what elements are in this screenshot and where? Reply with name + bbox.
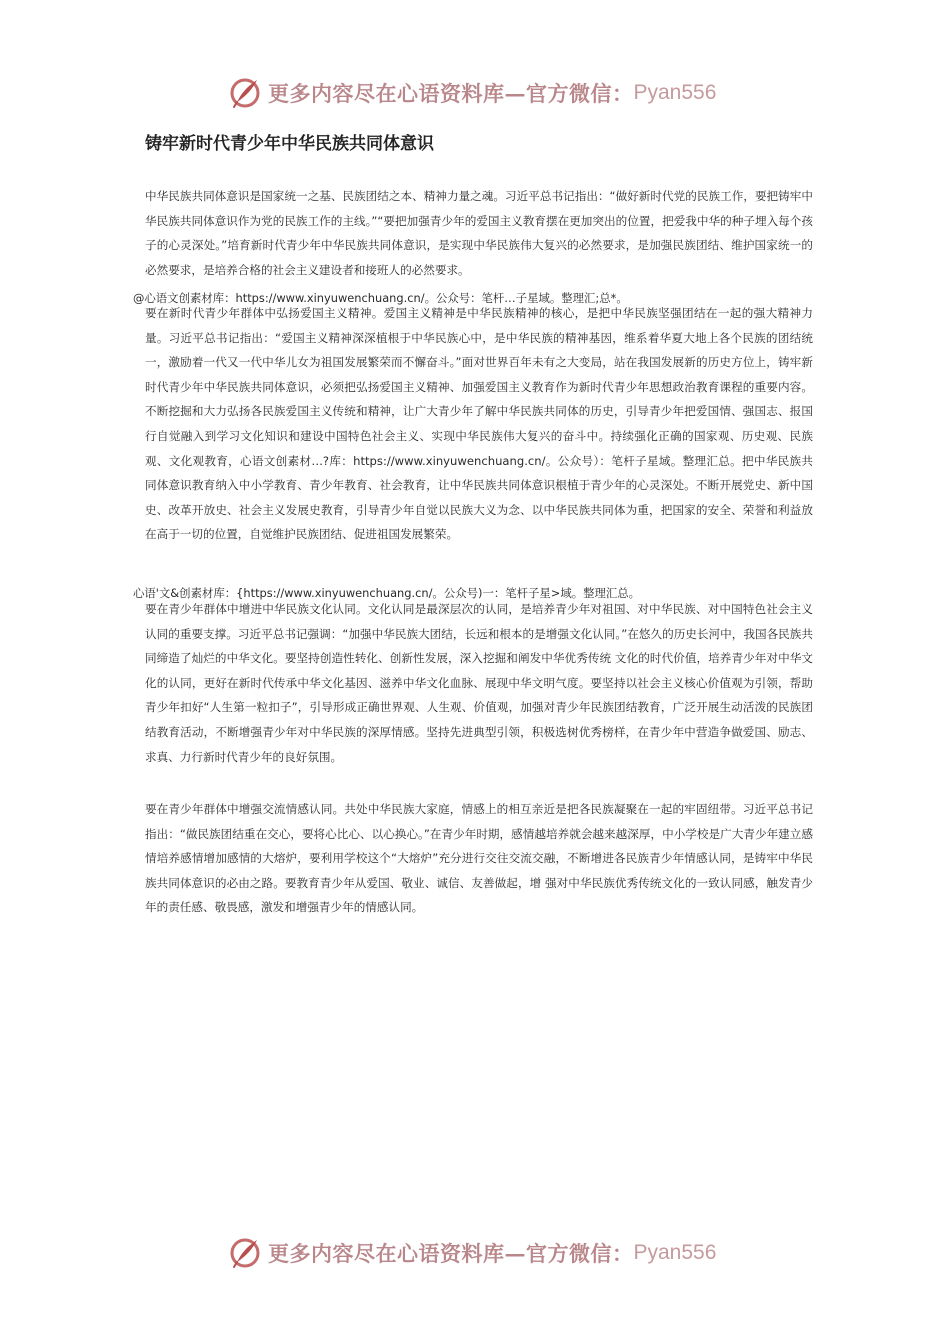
banner-wechat-id: Pyan556: [633, 1241, 717, 1264]
paragraph-culture: 要在青少年群体中增进中华民族文化认同。文化认同是最深层次的认同，是培养青少年对祖国、对中华民族、对中国特色社会主义认同的重要支撑。习近平总书记强调：“加强中华民族大团结，长远和根本的是增强文化认同。”在悠久的历史长河中，我国各民族共同缔造了灿烂的中华文化。要坚持创造性转化、创新性发展，深入挖掘和阐发中华优秀传统 文化的时代价值，培养青少年对中华文化的认同，更好在新时代传承中华文化基因、滋养中华文化血脉、展现中华文明气度。要坚持以社会主义核心价值观为引领，帮助青少年扣好“人生第一粒扣子”，引导形成正确世界观、人生观、价值观，加强对青少年民族团结教育，广泛开展生动活泼的民族团结教育活动，不断增强青少年对中华民族的深厚情感。坚持先进典型引领，积极选树优秀榜样，在青少年中营造争做爱国、励志、求真、力行新时代青少年的良好氛围。: [145, 602, 813, 764]
page-title: 铸牢新时代青少年中华民族共同体意识: [145, 134, 434, 154]
banner-text: 更多内容尽在心语资料库—官方微信：: [268, 81, 634, 106]
banner-text: 更多内容尽在心语资料库—官方微信：: [268, 1241, 634, 1266]
feather-pen-logo-icon: [228, 1236, 262, 1270]
feather-pen-logo-icon: [228, 76, 262, 110]
banner-wechat-id: Pyan556: [633, 81, 717, 104]
paragraph-intro: 中华民族共同体意识是国家统一之基、民族团结之本、精神力量之魂。习近平总书记指出：“做好新时代党的民族工作，要把铸牢中华民族共同体意识作为党的民族工作的主线。”“要把加强青少年的爱国主义教育摆在更加突出的位置，把爱我中华的种子埋入每个孩子的心灵深处。”培育新时代青少年中华民族共同体意识，是实现中华民族伟大复兴的必然要求，是加强民族团结、维护国家统一的必然要求，是培养合格的社会主义建设者和接班人的必然要求。: [145, 189, 813, 277]
source-note-1: @心语文创素材库：https://www.xinyuwenchuang.cn/。公众号：笔杆…子星域。整理汇;总*。: [133, 291, 628, 305]
header-banner: [228, 73, 748, 113]
footer-banner: [228, 1233, 748, 1273]
paragraph-emotion: 要在青少年群体中增强交流情感认同。共处中华民族大家庭，情感上的相互亲近是把各民族凝聚在一起的牢固纽带。习近平总书记指出：“做民族团结重在交心，要将心比心、以心换心。”在青少年时期，感情越培养就会越来越深厚，中小学校是广大青少年建立感情培养感情增加感情的大熔炉，要利用学校这个“大熔炉”充分进行交往交流交融，不断增进各民族青少年情感认同，是铸牢中华民族共同体意识的必由之路。要教育青少年从爱国、敬业、诚信、友善做起，增 强对中华民族优秀传统文化的一致认同感，触发青少年的责任感、敬畏感，激发和增强青少年的情感认同。: [145, 802, 813, 915]
source-note-2: 心语'文&创素材库：{https://www.xinyuwenchuang.cn/。公众号)一：笔杆子星>域。整理汇总。: [133, 586, 641, 600]
paragraph-patriotism: 要在新时代青少年群体中弘扬爱国主义精神。爱国主义精神是中华民族精神的核心，是把中华民族坚强团结在一起的强大精神力量。习近平总书记指出：“爱国主义精神深深植根于中华民族心中，是中华民族的精神基因，维系着华夏大地上各个民族的团结统一，激励着一代又一代中华儿女为祖国发展繁荣而不懈奋斗。”面对世界百年未有之大变局，站在我国发展新的历史方位上，铸牢新时代青少年中华民族共同体意识，必须把弘扬爱国主义精神、加强爱国主义教育作为新时代青少年思想政治教育课程的重要内容。不断挖掘和大力弘扬各民族爱国主义传统和精神，让广大青少年了解中华民族共同体的历史，引导青少年把爱国情、强国志、报国行自觉融入到学习文化知识和建设中国特色社会主义、实现中华民族伟大复兴的奋斗中。持续强化正确的国家观、历史观、民族观、文化观教育，心语文创素材…?库：https://www.xinyuwenchuang.cn/。公众号）：笔杆子星域。整理汇总。把中华民族共同体意识教育纳入中小学教育、青少年教育、社会教育，让中华民族共同体意识根植于青少年的心灵深处。不断开展党史、新中国史、改革开放史、社会主义发展史教育，引导青少年自觉以民族大义为念、以中华民族共同体为重，把国家的安全、荣誉和利益放在高于一切的位置，自觉维护民族团结、促进祖国发展繁荣。: [145, 306, 813, 542]
